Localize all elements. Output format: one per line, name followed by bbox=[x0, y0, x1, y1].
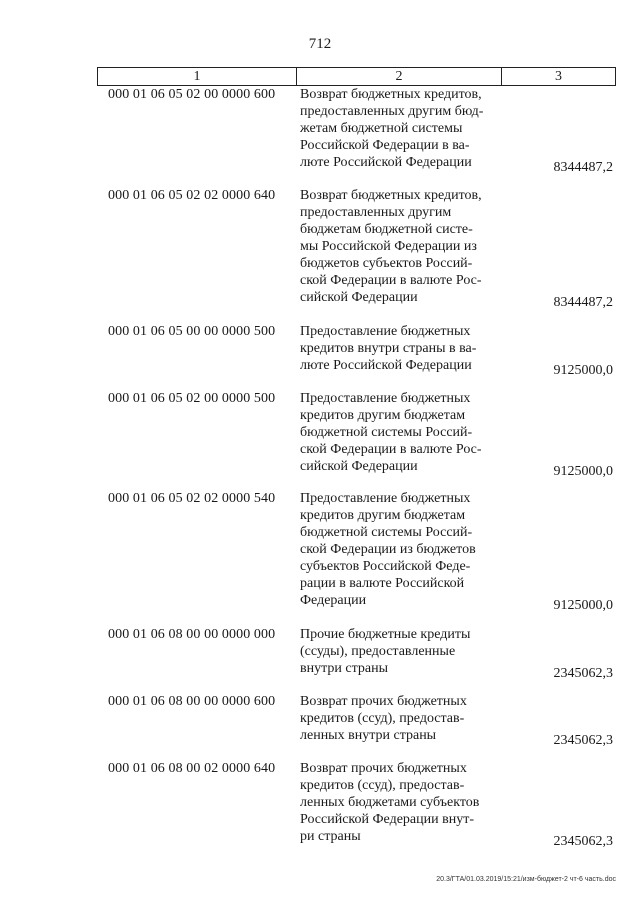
description-line: Прочие бюджетные кредиты bbox=[300, 627, 471, 642]
description-line: ской Федерации в валюте Рос- bbox=[300, 442, 482, 457]
description-line: ской Федерации из бюджетов bbox=[300, 542, 476, 557]
budget-code: 000 01 06 05 02 02 0000 640 bbox=[108, 188, 276, 203]
row-description bbox=[300, 760, 500, 845]
description-line: ленных бюджетами субъектов bbox=[300, 795, 480, 810]
description-line: Возврат прочих бюджетных bbox=[300, 694, 467, 709]
description-line: Предоставление бюджетных bbox=[300, 391, 471, 406]
budget-code: 000 01 06 08 00 00 0000 600 bbox=[108, 694, 276, 709]
row-description bbox=[300, 323, 500, 374]
description-line: кредитов другим бюджетам bbox=[300, 508, 466, 523]
row-amount: 9125000,0 bbox=[553, 598, 613, 613]
budget-code: 000 01 06 05 00 00 0000 500 bbox=[108, 324, 276, 339]
description-line: ленных внутри страны bbox=[300, 728, 437, 743]
description-line: бюджетов субъектов Россий- bbox=[300, 256, 473, 271]
row-amount: 2345062,3 bbox=[553, 733, 613, 748]
description-line: сийской Федерации bbox=[300, 290, 418, 305]
budget-code: 000 01 06 08 00 00 0000 000 bbox=[108, 627, 276, 642]
budget-code: 000 01 06 08 00 02 0000 640 bbox=[108, 761, 276, 776]
row-amount: 9125000,0 bbox=[553, 363, 613, 378]
description-line: Российской Федерации в ва- bbox=[300, 138, 470, 153]
header-col-2: 2 bbox=[297, 68, 502, 85]
description-line: внутри страны bbox=[300, 661, 388, 676]
description-line: кредитов (ссуд), предостав- bbox=[300, 711, 465, 726]
header-col-1: 1 bbox=[98, 68, 297, 85]
row-amount: 2345062,3 bbox=[553, 666, 613, 681]
row-amount: 8344487,2 bbox=[553, 160, 613, 175]
description-line: ской Федерации в валюте Рос- bbox=[300, 273, 482, 288]
description-line: ри страны bbox=[300, 829, 361, 844]
description-line: кредитов внутри страны в ва- bbox=[300, 341, 477, 356]
description-line: (ссуды), предоставленные bbox=[300, 644, 456, 659]
budget-code: 000 01 06 05 02 00 0000 600 bbox=[108, 87, 276, 102]
row-description bbox=[300, 187, 500, 306]
description-line: бюджетам бюджетной систе- bbox=[300, 222, 473, 237]
description-line: сийской Федерации bbox=[300, 459, 418, 474]
table-header bbox=[97, 67, 616, 86]
description-line: рации в валюте Российской bbox=[300, 576, 465, 591]
budget-code: 000 01 06 05 02 02 0000 540 bbox=[108, 491, 276, 506]
description-line: предоставленных другим bbox=[300, 205, 452, 220]
row-description bbox=[300, 490, 500, 609]
description-line: Возврат бюджетных кредитов, bbox=[300, 188, 482, 203]
header-col-3: 3 bbox=[555, 69, 562, 84]
description-line: бюджетной системы Россий- bbox=[300, 525, 473, 540]
description-line: Возврат бюджетных кредитов, bbox=[300, 87, 482, 102]
description-line: Возврат прочих бюджетных bbox=[300, 761, 467, 776]
budget-code: 000 01 06 05 02 00 0000 500 bbox=[108, 391, 276, 406]
description-line: Федерации bbox=[300, 593, 367, 608]
row-description bbox=[300, 626, 500, 677]
description-line: кредитов другим бюджетам bbox=[300, 408, 466, 423]
description-line: мы Российской Федерации из bbox=[300, 239, 477, 254]
row-amount: 8344487,2 bbox=[553, 295, 613, 310]
description-line: субъектов Российской Феде- bbox=[300, 559, 471, 574]
description-line: Российской Федерации внут- bbox=[300, 812, 474, 827]
description-line: кредитов (ссуд), предостав- bbox=[300, 778, 465, 793]
footer-note: 20.3/ГТА/01.03.2019/15:21/изм-бюджет-2 чт-6 часть.doc bbox=[436, 876, 616, 883]
row-description bbox=[300, 390, 500, 475]
description-line: Предоставление бюджетных bbox=[300, 324, 471, 339]
row-amount: 2345062,3 bbox=[553, 834, 613, 849]
page-number: 712 bbox=[308, 36, 332, 52]
row-description bbox=[300, 693, 500, 744]
description-line: бюджетной системы Россий- bbox=[300, 425, 473, 440]
row-description bbox=[300, 86, 500, 171]
description-line: люте Российской Федерации bbox=[300, 358, 472, 373]
description-line: жетам бюджетной системы bbox=[300, 121, 463, 136]
row-amount: 9125000,0 bbox=[553, 464, 613, 479]
description-line: Предоставление бюджетных bbox=[300, 491, 471, 506]
description-line: предоставленных другим бюд- bbox=[300, 104, 484, 119]
description-line: люте Российской Федерации bbox=[300, 155, 472, 170]
